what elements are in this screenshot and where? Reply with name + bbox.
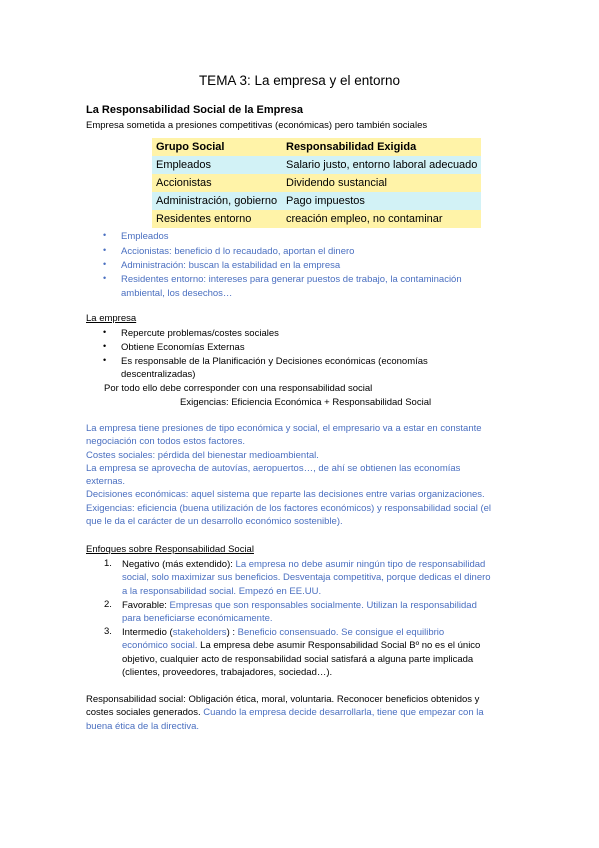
item-label-stakeholders: stakeholders [172, 627, 227, 638]
item-label: Intermedio ( [122, 627, 173, 638]
item-label-end: ) : [226, 627, 236, 638]
paragraph-line: externas. [86, 476, 126, 488]
table-cell: Accionistas [152, 174, 282, 192]
table-cell: Pago impuestos [282, 192, 481, 210]
bullet-icon: • [103, 245, 107, 255]
table-header-row [152, 138, 481, 156]
table-header-cell: Responsabilidad Exigida [282, 138, 481, 156]
table-cell: Salario justo, entorno laboral adecuado [282, 156, 481, 174]
paragraph-line: Costes sociales: pérdida del bienestar medioambiental. [86, 449, 319, 461]
table-cell: Residentes entorno [152, 210, 282, 228]
list-item: Administración: buscan la estabilidad en la empresa [121, 260, 341, 271]
social-groups-table [152, 138, 481, 228]
paragraph-line: que le da el carácter de un desarrollo económico sostenible). [86, 516, 343, 528]
item-label: Favorable: [122, 600, 167, 611]
item-text: a la responsabilidad social. Empezó en EE.UU. [122, 585, 322, 597]
paragraph-line: La empresa tiene presiones de tipo económica y social, el empresario va a estar en constante [86, 423, 482, 434]
list-item: Obtiene Economías Externas [121, 342, 245, 353]
paragraph-line: La empresa se aprovecha de autovías, aeropuertos…, de ahí se obtienen las economías [86, 462, 461, 474]
intro-text: Empresa sometida a presiones competitivas (económicas) pero también sociales [86, 120, 428, 131]
paragraph-line: buena ética de la directiva. [86, 720, 200, 732]
item-text: La empresa no debe asumir ningún tipo de responsabilidad [232, 559, 486, 570]
table-row [152, 156, 481, 174]
list-number: 3. [104, 626, 112, 637]
item-text: Beneficio consensuado. Se consigue el equilibrio [235, 627, 445, 638]
item-text: económico social. [122, 640, 198, 652]
section-heading-empresa: La empresa [86, 313, 137, 324]
notes-paragraph [86, 422, 516, 528]
bullet-icon: • [103, 273, 107, 283]
table-header-cell: Grupo Social [152, 138, 282, 156]
item-text: (clientes, proveedores, trabajadores, sociedad…). [122, 666, 333, 678]
bullet-icon: • [103, 341, 107, 351]
numbered-item-favorable [122, 599, 522, 626]
list-item: Empleados [121, 231, 169, 242]
bullet-icon: • [103, 327, 107, 337]
table-cell: creación empleo, no contaminar [282, 210, 481, 228]
paragraph-text: costes sociales generados. [86, 707, 201, 719]
section-heading-rse: La Responsabilidad Social de la Empresa [86, 104, 304, 116]
item-text: La empresa debe asumir Responsabilidad Social Bº no es el único [197, 640, 481, 652]
list-item: Residentes entorno: intereses para generar puestos de trabajo, la contaminación [121, 274, 462, 285]
bullet-icon: • [103, 230, 107, 240]
list-item: Accionistas: beneficio d lo recaudado, aportan el dinero [121, 246, 355, 257]
numbered-item-negativo [122, 558, 522, 598]
paragraph-line: Exigencias: eficiencia (buena utilización de los factores económicos) y responsabilidad social (el [86, 502, 492, 514]
list-item: Repercute problemas/costes sociales [121, 328, 279, 339]
paragraph-text: Cuando la empresa decide desarrollarla, tiene que empezar con la [200, 707, 484, 719]
table-cell: Administración, gobierno [152, 192, 282, 210]
bullet-icon: • [103, 355, 107, 365]
table-cell: Empleados [152, 156, 282, 174]
bullet-icon: • [103, 259, 107, 269]
paragraph-line: Decisiones económicas: aquel sistema que reparte las decisiones entre varias organizaciones. [86, 489, 485, 501]
page-title: TEMA 3: La empresa y el entorno [198, 73, 401, 88]
paragraph-line: Responsabilidad social: Obligación ética, moral, voluntaria. Reconocer beneficios obtenidos y [86, 694, 480, 705]
requirements-text: Exigencias: Eficiencia Económica + Responsabilidad Social [180, 397, 432, 408]
list-number: 1. [104, 558, 112, 569]
numbered-item-intermedio [122, 626, 522, 679]
item-text: social, solo maximizar sus beneficios. Desventaja competitiva, porque dedicas el dinero [122, 572, 491, 584]
item-label: Negativo (más extendido): [122, 559, 233, 570]
table-row [152, 174, 481, 192]
list-number: 2. [104, 599, 112, 610]
closing-paragraph [86, 693, 516, 733]
table-cell: Dividendo sustancial [282, 174, 481, 192]
conclusion-text: Por todo ello debe corresponder con una responsabilidad social [104, 383, 373, 394]
section-heading-enfoques: Enfoques sobre Responsabilidad Social [86, 544, 254, 555]
item-text: Empresas que son responsables socialmente. Utilizan la responsabilidad [166, 600, 477, 611]
item-text: para beneficiarse económicamente. [122, 613, 273, 625]
table-row [152, 192, 481, 210]
list-item: Es responsable de la Planificación y Decisiones económicas (economías [121, 356, 428, 367]
list-item-continuation: descentralizadas) [121, 369, 196, 380]
item-text: objetivo, cualquier acto de responsabilidad social satisfará a alguna parte implicada [122, 653, 474, 665]
list-item-continuation: ambiental, los desechos… [121, 288, 233, 299]
table-row [152, 210, 481, 228]
paragraph-line: negociación con todos estos factores. [86, 436, 245, 448]
